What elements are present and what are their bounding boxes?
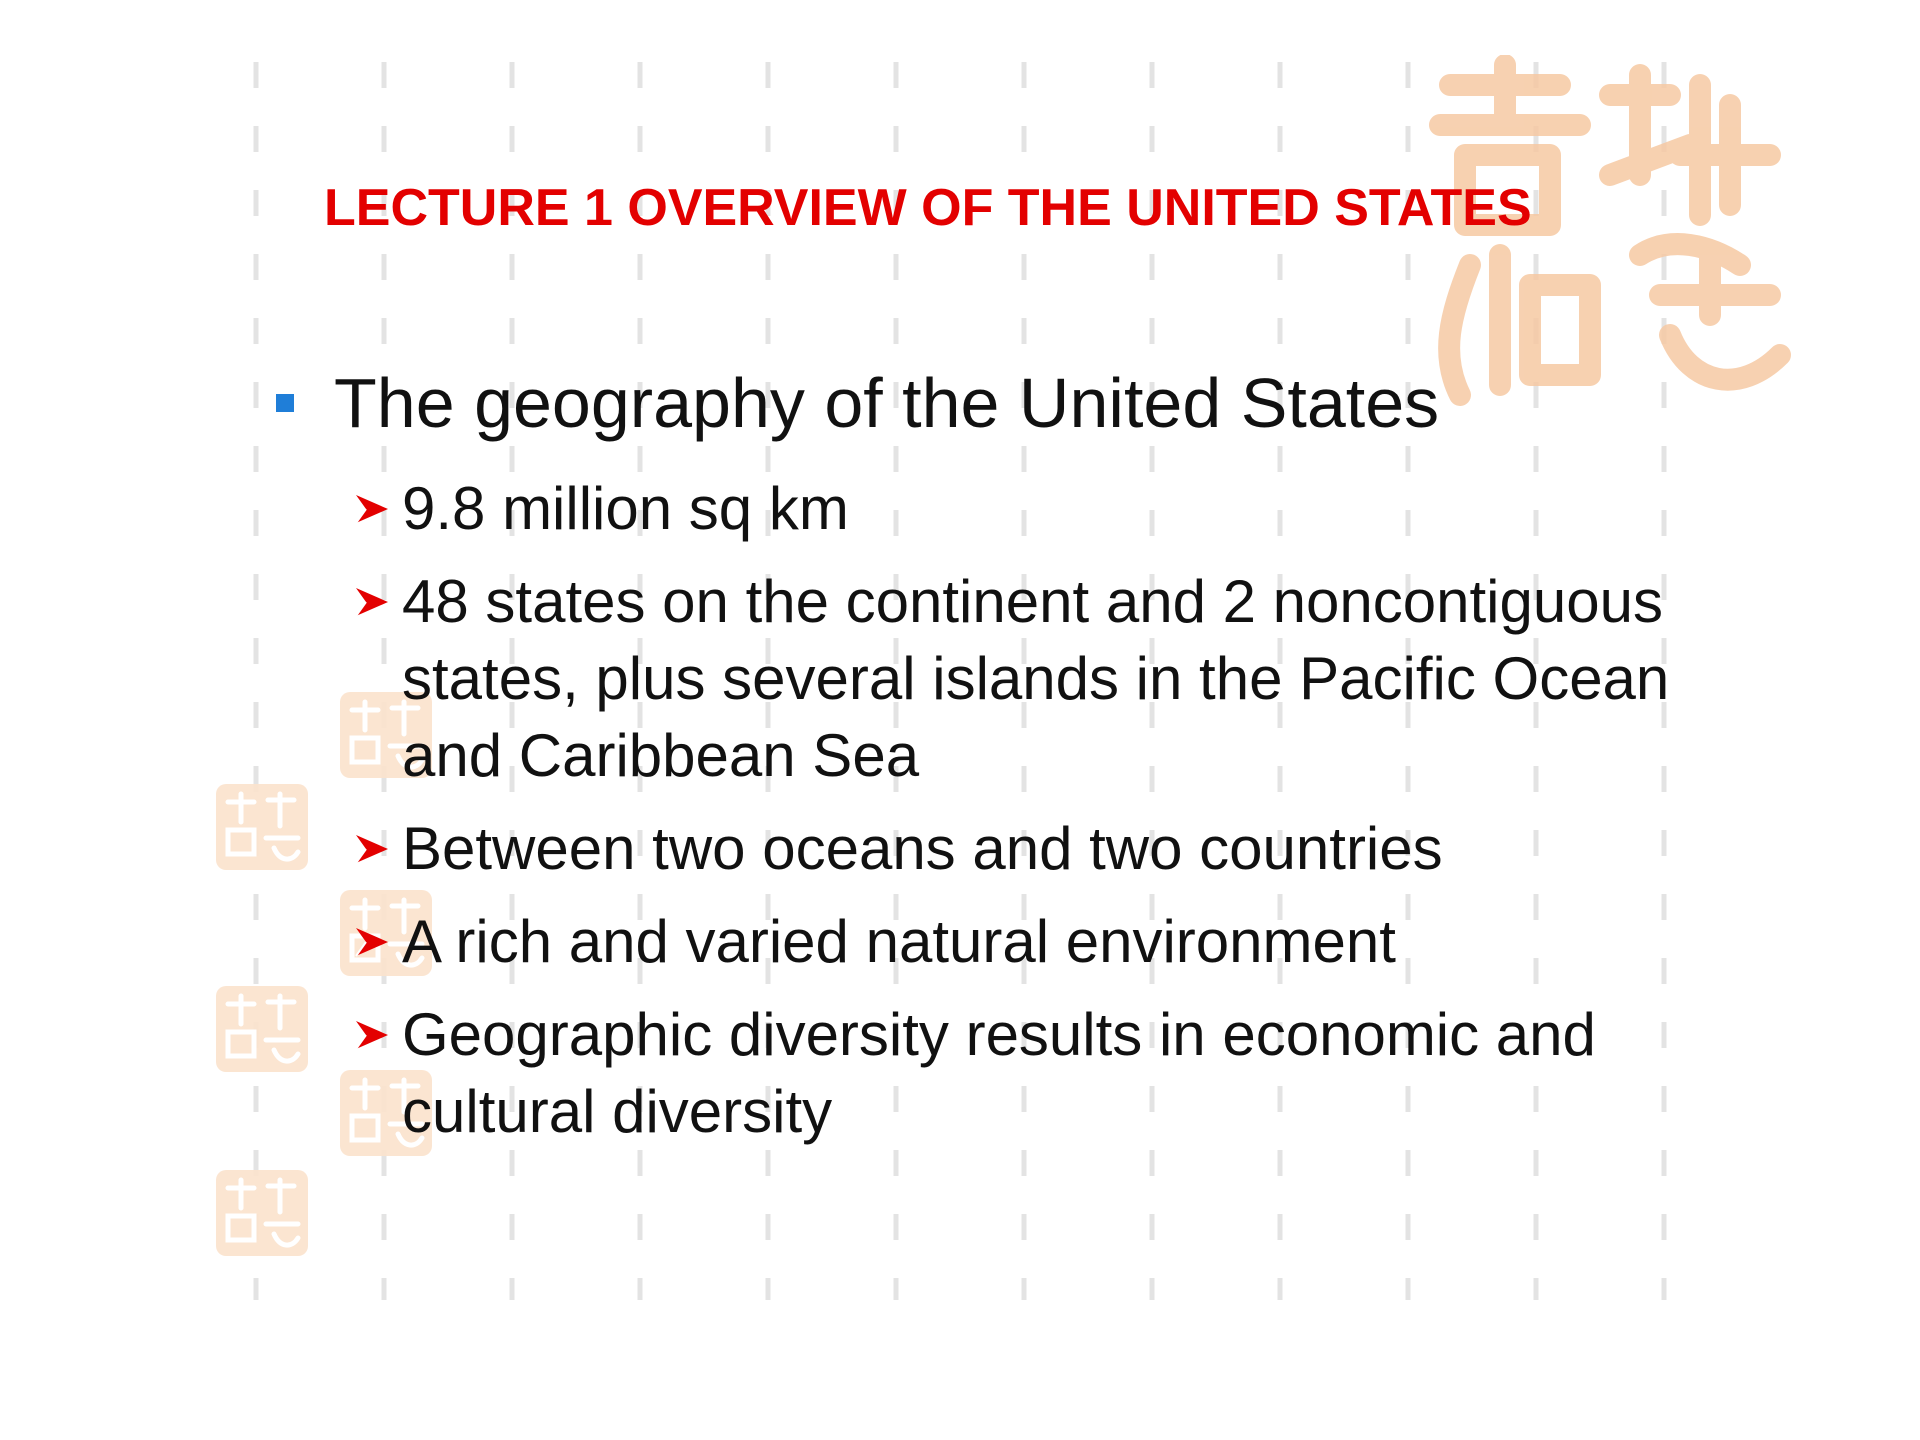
sub-bullet-text: Between two oceans and two countries <box>402 815 1443 882</box>
main-bullet <box>276 364 1440 442</box>
arrow-bullet-icon <box>352 829 392 869</box>
sub-bullet-text: Geographic diversity results in economic and cultural diversity <box>402 1001 1596 1145</box>
slide-title: LECTURE 1 OVERVIEW OF THE UNITED STATES <box>324 179 1532 237</box>
square-bullet-icon <box>276 394 294 412</box>
main-bullet-text: The geography of the United States <box>334 364 1440 442</box>
seal-watermark-large <box>1410 55 1800 425</box>
seal-watermark-small <box>214 1168 310 1258</box>
seal-watermark-small <box>214 782 310 872</box>
arrow-bullet-icon <box>352 582 392 622</box>
sub-bullet <box>350 996 1750 1150</box>
sub-bullet-text: A rich and varied natural environment <box>402 908 1396 975</box>
arrow-bullet-icon <box>352 1015 392 1055</box>
sub-bullet <box>350 563 1750 794</box>
sub-bullet-list <box>350 470 1750 1166</box>
sub-bullet <box>350 810 1750 887</box>
sub-bullet-text: 9.8 million sq km <box>402 475 849 542</box>
arrow-bullet-icon <box>352 922 392 962</box>
sub-bullet <box>350 903 1750 980</box>
arrow-bullet-icon <box>352 489 392 529</box>
sub-bullet-text: 48 states on the continent and 2 noncontiguous states, plus several islands in the Pacific Ocean and Caribbean Sea <box>402 568 1670 789</box>
seal-watermark-small <box>214 984 310 1074</box>
sub-bullet <box>350 470 1750 547</box>
